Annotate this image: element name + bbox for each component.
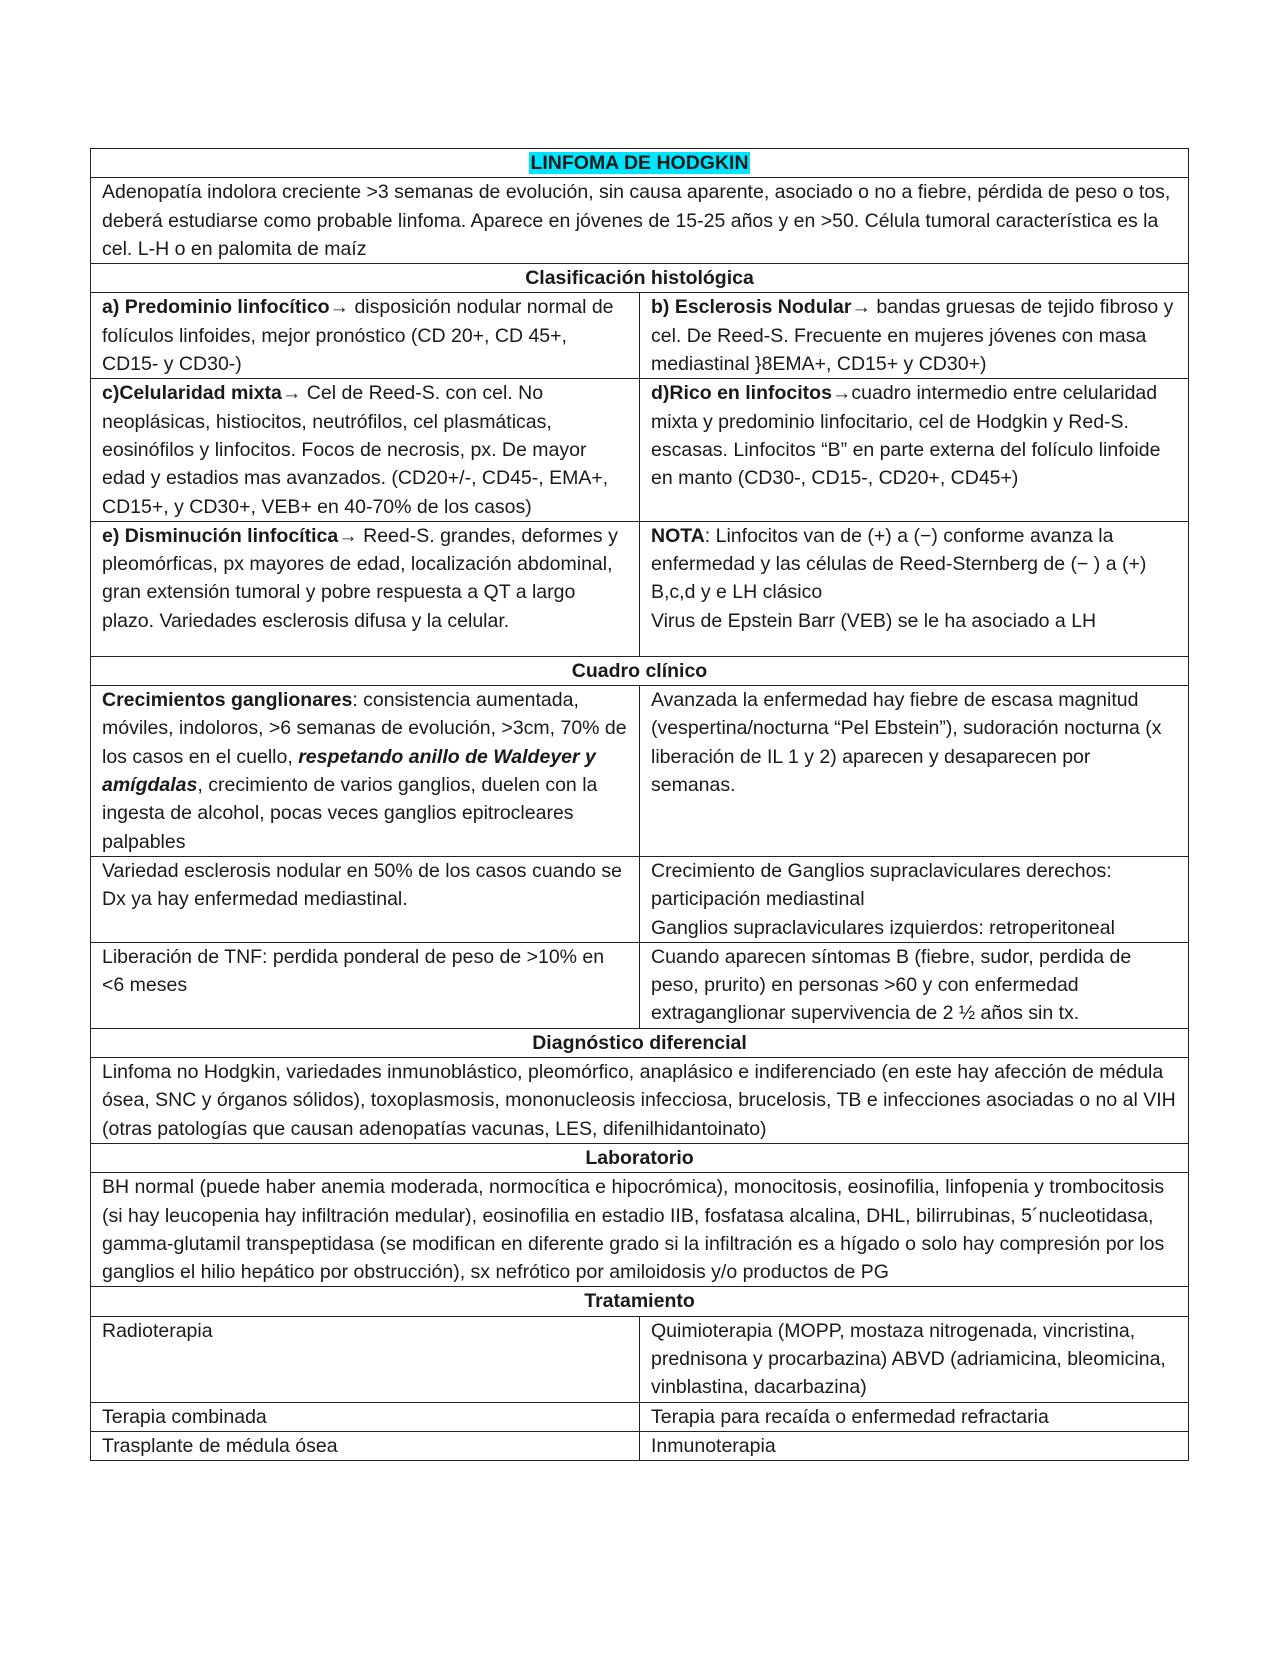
term-disminucion: e) Disminución linfocítica	[102, 524, 339, 547]
cell-sintomas-b: Cuando aparecen síntomas B (fiebre, sudor, perdida de peso, prurito) en personas >60 y con enfermedad extraganglionar supervivencia de 2 ½ años sin tx.	[640, 942, 1189, 1028]
cell-disminucion-linfocitica	[91, 521, 640, 656]
diagnostico-text: Linfoma no Hodgkin, variedades inmunoblástico, pleomórfico, anaplásico e indiferenciado (en este hay afección de médula ósea, SNC y órganos sólidos), toxoplasmosis, mononucleosis infecciosa, brucelosis, TB e infecciones asociadas o no al VIH (otras patologías que causan adenopatías vacunas, LES, difenilhidantoinato)	[91, 1058, 1189, 1144]
term-crecimientos: Crecimientos ganglionares	[102, 689, 353, 712]
arrow-icon: →	[329, 296, 350, 319]
arrow-icon: →	[831, 382, 852, 405]
term-nota: NOTA	[651, 524, 705, 547]
cell-inmunoterapia: Inmunoterapia	[640, 1431, 1189, 1460]
term-rico: d)Rico en linfocitos	[651, 382, 832, 405]
cell-nota	[640, 521, 1189, 656]
cuadro-row-1	[91, 686, 1189, 857]
cell-terapia-recaida: Terapia para recaída o enfermedad refractaria	[640, 1402, 1189, 1431]
cell-quimioterapia: Quimioterapia (MOPP, mostaza nitrogenada, vincristina, prednisona y procarbazina) ABVD (adriamicina, bleomicina, vinblastina, dacarbazina)	[640, 1316, 1189, 1402]
tratamiento-row-2	[91, 1402, 1189, 1431]
text-supraclaviculares-derechos: Crecimiento de Ganglios supraclaviculares derechos: participación mediastinal	[651, 859, 1112, 911]
tratamiento-heading-row	[91, 1287, 1189, 1316]
term-esclerosis: b) Esclerosis Nodular	[651, 296, 852, 319]
title-cell	[91, 149, 1189, 178]
text-esclerosis: bandas gruesas de tejido fibroso y cel. De Reed-S. Frecuente en mujeres jóvenes con masa mediastinal }8EMA+, CD15+ y CD30+)	[651, 296, 1174, 376]
laboratorio-row	[91, 1173, 1189, 1287]
cell-enfermedad-avanzada: Avanzada la enfermedad hay fiebre de escasa magnitud (vespertina/nocturna “Pel Ebstein”), sudoración nocturna (x liberación de IL 1 y 2) aparecen y desaparecen por semanas.	[640, 686, 1189, 857]
section-heading-laboratorio: Laboratorio	[91, 1143, 1189, 1172]
text-crecimientos-emph: respetando anillo de Waldeyer y amígdalas	[102, 745, 596, 797]
text-rico: cuadro intermedio entre celularidad mixta y predominio linfocitario, cel de Hodgkin y Red-S. escasas. Linfocitos “B” en parte externa del folículo linfoide en manto (CD30-, CD15-, CD20+, CD45+)	[651, 382, 1161, 490]
cell-crecimientos-ganglionares	[91, 686, 640, 857]
cell-rico-linfocitos	[640, 379, 1189, 521]
diagnostico-heading-row	[91, 1028, 1189, 1057]
cell-trasplante: Trasplante de médula ósea	[91, 1431, 640, 1460]
cell-terapia-combinada: Terapia combinada	[91, 1402, 640, 1431]
text-predominio: disposición nodular normal de folículos linfoides, mejor pronóstico (CD 20+, CD 45+, CD15- y CD30-)	[102, 296, 614, 376]
laboratorio-text: BH normal (puede haber anemia moderada, normocítica e hipocrómica), monocitosis, eosinofilia, linfopenia y trombocitosis (si hay leucopenia hay infiltración medular), eosinofilia en estadio IIB, fosfatasa alcalina, DHL, bilirrubinas, 5´nucleotidasa, gamma-glutamil transpeptidasa (se modifican en diferente grado si la infiltración es a hígado o solo hay compresión por los ganglios el hilio hepático por obstrucción), sx nefrótico por amiloidosis y/o productos de PG	[91, 1173, 1189, 1287]
text-nota: : Linfocitos van de (+) a (−) conforme avanza la enfermedad y las células de Reed-Sternberg de (− ) a (+) B,c,d y e LH clásico	[651, 524, 1147, 604]
lymphoma-summary-table	[90, 148, 1189, 1461]
tratamiento-row-1	[91, 1316, 1189, 1402]
text-nota-veb: Virus de Epstein Barr (VEB) se le ha asociado a LH	[651, 609, 1097, 632]
intro-text: Adenopatía indolora creciente >3 semanas de evolución, sin causa aparente, asociado o no a fiebre, pérdida de peso o tos, deberá estudiarse como probable linfoma. Aparece en jóvenes de 15-25 años y en >50. Célula tumoral característica es la cel. L-H o en palomita de maíz	[91, 178, 1189, 264]
cell-radioterapia: Radioterapia	[91, 1316, 640, 1402]
page-title: LINFOMA DE HODGKIN	[530, 152, 749, 174]
clasificacion-row-2	[91, 379, 1189, 521]
section-heading-cuadro: Cuadro clínico	[91, 656, 1189, 685]
text-disminucion: Reed-S. grandes, deformes y pleomórficas, px mayores de edad, localización abdominal, gran extensión tumoral y pobre respuesta a QT a largo plazo. Variedades esclerosis difusa y la celular.	[102, 524, 618, 632]
cell-ganglios-supraclaviculares	[640, 856, 1189, 942]
clasificacion-heading-row	[91, 264, 1189, 293]
cuadro-heading-row	[91, 656, 1189, 685]
section-heading-tratamiento: Tratamiento	[91, 1287, 1189, 1316]
arrow-icon: →	[851, 296, 871, 319]
diagnostico-row	[91, 1058, 1189, 1144]
clasificacion-row-3	[91, 521, 1189, 656]
cuadro-row-3	[91, 942, 1189, 1028]
cell-liberacion-tnf: Liberación de TNF: perdida ponderal de peso de >10% en <6 meses	[91, 942, 640, 1028]
arrow-icon: →	[281, 382, 302, 405]
text-crecimientos-2: , crecimiento de varios ganglios, duelen con la ingesta de alcohol, pocas veces ganglios epitrocleares palpables	[102, 774, 598, 853]
cell-esclerosis-nodular-dx: Variedad esclerosis nodular en 50% de los casos cuando se Dx ya hay enfermedad mediastinal.	[91, 856, 640, 942]
term-celularidad: c)Celularidad mixta	[102, 382, 282, 405]
tratamiento-row-3	[91, 1431, 1189, 1460]
title-row	[91, 149, 1189, 178]
cell-esclerosis-nodular	[640, 293, 1189, 379]
text-crecimientos-1: : consistencia aumentada, móviles, indoloros, >6 semanas de evolución, >3cm, 70% de los casos en el cuello,	[102, 689, 627, 768]
text-supraclaviculares-izquierdos: Ganglios supraclaviculares izquierdos: retroperitoneal	[651, 916, 1115, 939]
section-heading-clasificacion: Clasificación histológica	[91, 264, 1189, 293]
term-predominio: a) Predominio linfocítico	[102, 296, 330, 319]
laboratorio-heading-row	[91, 1143, 1189, 1172]
clasificacion-row-1	[91, 293, 1189, 379]
text-celularidad: Cel de Reed-S. con cel. No neoplásicas, histiocitos, neutrófilos, cel plasmáticas, eosinófilos y linfocitos. Focos de necrosis, px. De mayor edad y estadios mas avanzados. (CD20+/-, CD45-, EMA+, CD15+, y CD30+, VEB+ en 40-70% de los casos)	[102, 382, 609, 518]
cuadro-row-2	[91, 856, 1189, 942]
cell-predominio-linfocitico	[91, 293, 640, 379]
cell-celularidad-mixta	[91, 379, 640, 521]
section-heading-diagnostico: Diagnóstico diferencial	[91, 1028, 1189, 1057]
arrow-icon: →	[338, 524, 358, 547]
intro-row	[91, 178, 1189, 264]
